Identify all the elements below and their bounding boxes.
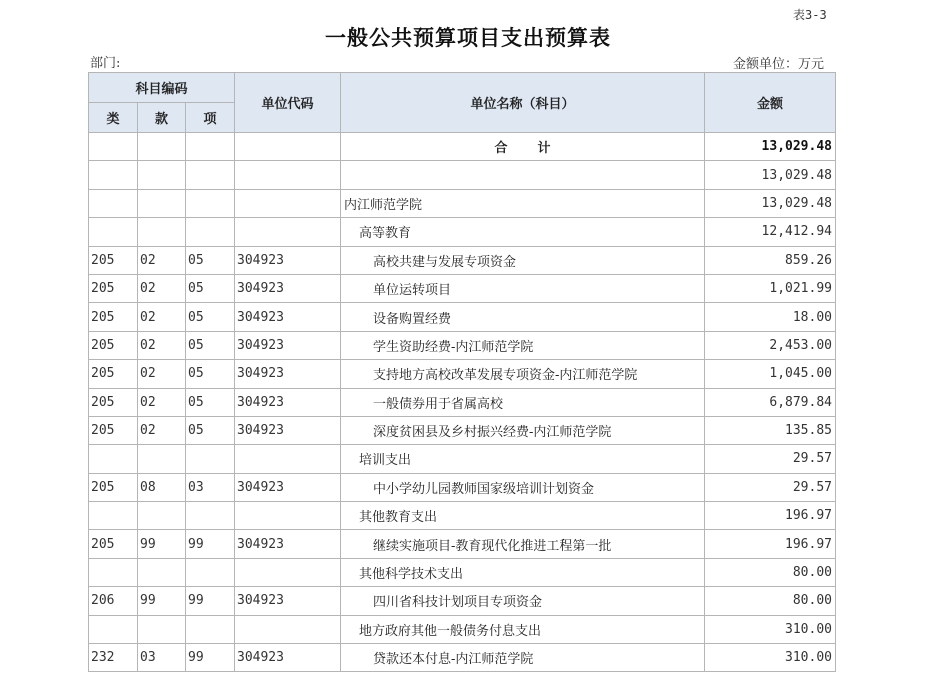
section-cell (138, 558, 186, 586)
item-cell (186, 502, 235, 530)
table-number: 表3-3 (793, 8, 827, 22)
unit-name-cell: 设备购置经费 (341, 303, 705, 331)
unit-name-cell: 中小学幼儿园教师国家级培训计划资金 (341, 473, 705, 501)
unit-code-cell: 304923 (235, 303, 341, 331)
unit-code-cell: 304923 (235, 416, 341, 444)
table-row (89, 445, 836, 473)
amount-cell: 12,412.94 (705, 218, 836, 246)
item-cell: 05 (186, 388, 235, 416)
section-cell: 02 (138, 274, 186, 302)
category-cell: 205 (89, 274, 138, 302)
amount-cell: 80.00 (705, 587, 836, 615)
unit-code-cell: 304923 (235, 331, 341, 359)
category-cell: 205 (89, 473, 138, 501)
category-cell: 205 (89, 530, 138, 558)
category-cell: 205 (89, 303, 138, 331)
amount-cell: 135.85 (705, 416, 836, 444)
unit-name-cell: 单位运转项目 (341, 274, 705, 302)
category-cell (89, 161, 138, 189)
unit-name-cell: 高校共建与发展专项资金 (341, 246, 705, 274)
section-cell (138, 161, 186, 189)
item-cell (186, 218, 235, 246)
unit-name-cell: 地方政府其他一般债务付息支出 (341, 615, 705, 643)
unit-name-cell: 合计 (341, 133, 705, 161)
section-cell: 03 (138, 644, 186, 672)
item-cell: 99 (186, 644, 235, 672)
item-cell: 05 (186, 246, 235, 274)
unit-code-cell: 304923 (235, 530, 341, 558)
category-cell (89, 189, 138, 217)
unit-code-cell: 304923 (235, 388, 341, 416)
table-row (89, 246, 836, 274)
table-row (89, 615, 836, 643)
table-row (89, 303, 836, 331)
section-cell (138, 445, 186, 473)
header-item: 项 (186, 103, 235, 133)
category-cell (89, 558, 138, 586)
section-cell (138, 615, 186, 643)
unit-code-cell: 304923 (235, 246, 341, 274)
section-cell: 02 (138, 303, 186, 331)
item-cell: 99 (186, 530, 235, 558)
unit-code-cell (235, 502, 341, 530)
category-cell: 206 (89, 587, 138, 615)
unit-code-cell (235, 558, 341, 586)
amount-cell: 1,045.00 (705, 360, 836, 388)
unit-code-cell (235, 161, 341, 189)
table-row (89, 587, 836, 615)
item-cell (186, 161, 235, 189)
unit-name-cell: 内江师范学院 (341, 189, 705, 217)
item-cell: 05 (186, 274, 235, 302)
amount-cell: 18.00 (705, 303, 836, 331)
category-cell (89, 218, 138, 246)
amount-cell: 13,029.48 (705, 161, 836, 189)
table-row (89, 360, 836, 388)
table-header (89, 73, 836, 133)
amount-cell: 1,021.99 (705, 274, 836, 302)
category-cell: 205 (89, 331, 138, 359)
table-row (89, 274, 836, 302)
unit-code-cell: 304923 (235, 473, 341, 501)
unit-name-cell (341, 161, 705, 189)
header-category: 类 (89, 103, 138, 133)
item-cell: 05 (186, 360, 235, 388)
category-cell (89, 615, 138, 643)
total-row (89, 133, 836, 161)
unit-code-cell (235, 445, 341, 473)
unit-code-cell (235, 615, 341, 643)
unit-code-cell (235, 189, 341, 217)
table-row (89, 161, 836, 189)
department-label: 部门: (90, 56, 121, 71)
header-subject-code: 科目编码 (89, 73, 235, 103)
category-cell: 232 (89, 644, 138, 672)
amount-cell: 310.00 (705, 615, 836, 643)
amount-cell: 196.97 (705, 530, 836, 558)
unit-code-cell: 304923 (235, 644, 341, 672)
table-body (89, 133, 836, 672)
item-cell: 05 (186, 331, 235, 359)
amount-cell: 29.57 (705, 473, 836, 501)
amount-unit-label: 金额单位：万元 (732, 57, 824, 72)
table-row (89, 473, 836, 501)
page-title: 一般公共预算项目支出预算表 (325, 26, 611, 50)
item-cell: 03 (186, 473, 235, 501)
section-cell: 08 (138, 473, 186, 501)
section-cell: 02 (138, 388, 186, 416)
section-cell (138, 218, 186, 246)
unit-code-cell: 304923 (235, 274, 341, 302)
table-row (89, 530, 836, 558)
section-cell: 02 (138, 331, 186, 359)
amount-cell: 13,029.48 (705, 189, 836, 217)
amount-cell: 80.00 (705, 558, 836, 586)
category-cell (89, 502, 138, 530)
item-cell: 05 (186, 303, 235, 331)
unit-name-cell: 一般债券用于省属高校 (341, 388, 705, 416)
section-cell: 02 (138, 416, 186, 444)
category-cell: 205 (89, 246, 138, 274)
table-row (89, 331, 836, 359)
amount-cell: 310.00 (705, 644, 836, 672)
header-unit-name: 单位名称（科目） (341, 73, 705, 133)
unit-name-cell: 支持地方高校改革发展专项资金-内江师范学院 (341, 360, 705, 388)
category-cell (89, 445, 138, 473)
section-cell: 99 (138, 530, 186, 558)
table-row (89, 416, 836, 444)
header-amount: 金额 (705, 73, 836, 133)
unit-name-cell: 继续实施项目-教育现代化推进工程第一批 (341, 530, 705, 558)
amount-cell: 196.97 (705, 502, 836, 530)
unit-name-cell: 其他科学技术支出 (341, 558, 705, 586)
section-cell: 99 (138, 587, 186, 615)
amount-cell: 859.26 (705, 246, 836, 274)
amount-cell: 29.57 (705, 445, 836, 473)
table-row (89, 502, 836, 530)
section-cell: 02 (138, 360, 186, 388)
section-cell (138, 502, 186, 530)
unit-code-cell: 304923 (235, 587, 341, 615)
unit-name-cell: 其他教育支出 (341, 502, 705, 530)
section-cell: 02 (138, 246, 186, 274)
item-cell (186, 558, 235, 586)
budget-table (88, 72, 836, 672)
unit-name-cell: 高等教育 (341, 218, 705, 246)
table-row (89, 558, 836, 586)
unit-name-cell: 培训支出 (341, 445, 705, 473)
amount-cell: 2,453.00 (705, 331, 836, 359)
unit-name-cell: 学生资助经费-内江师范学院 (341, 331, 705, 359)
unit-code-cell (235, 133, 341, 161)
unit-code-cell (235, 218, 341, 246)
table-row (89, 644, 836, 672)
table-row (89, 388, 836, 416)
unit-name-cell: 深度贫困县及乡村振兴经费-内江师范学院 (341, 416, 705, 444)
header-section: 款 (138, 103, 186, 133)
category-cell: 205 (89, 360, 138, 388)
unit-name-cell: 四川省科技计划项目专项资金 (341, 587, 705, 615)
item-cell (186, 133, 235, 161)
unit-code-cell: 304923 (235, 360, 341, 388)
item-cell: 05 (186, 416, 235, 444)
category-cell: 205 (89, 388, 138, 416)
unit-name-cell: 贷款还本付息-内江师范学院 (341, 644, 705, 672)
section-cell (138, 133, 186, 161)
item-cell (186, 445, 235, 473)
category-cell: 205 (89, 416, 138, 444)
item-cell (186, 615, 235, 643)
item-cell (186, 189, 235, 217)
item-cell: 99 (186, 587, 235, 615)
amount-cell: 6,879.84 (705, 388, 836, 416)
header-unit-code: 单位代码 (235, 73, 341, 133)
category-cell (89, 133, 138, 161)
table-row (89, 189, 836, 217)
section-cell (138, 189, 186, 217)
table-row (89, 218, 836, 246)
amount-cell: 13,029.48 (705, 133, 836, 161)
